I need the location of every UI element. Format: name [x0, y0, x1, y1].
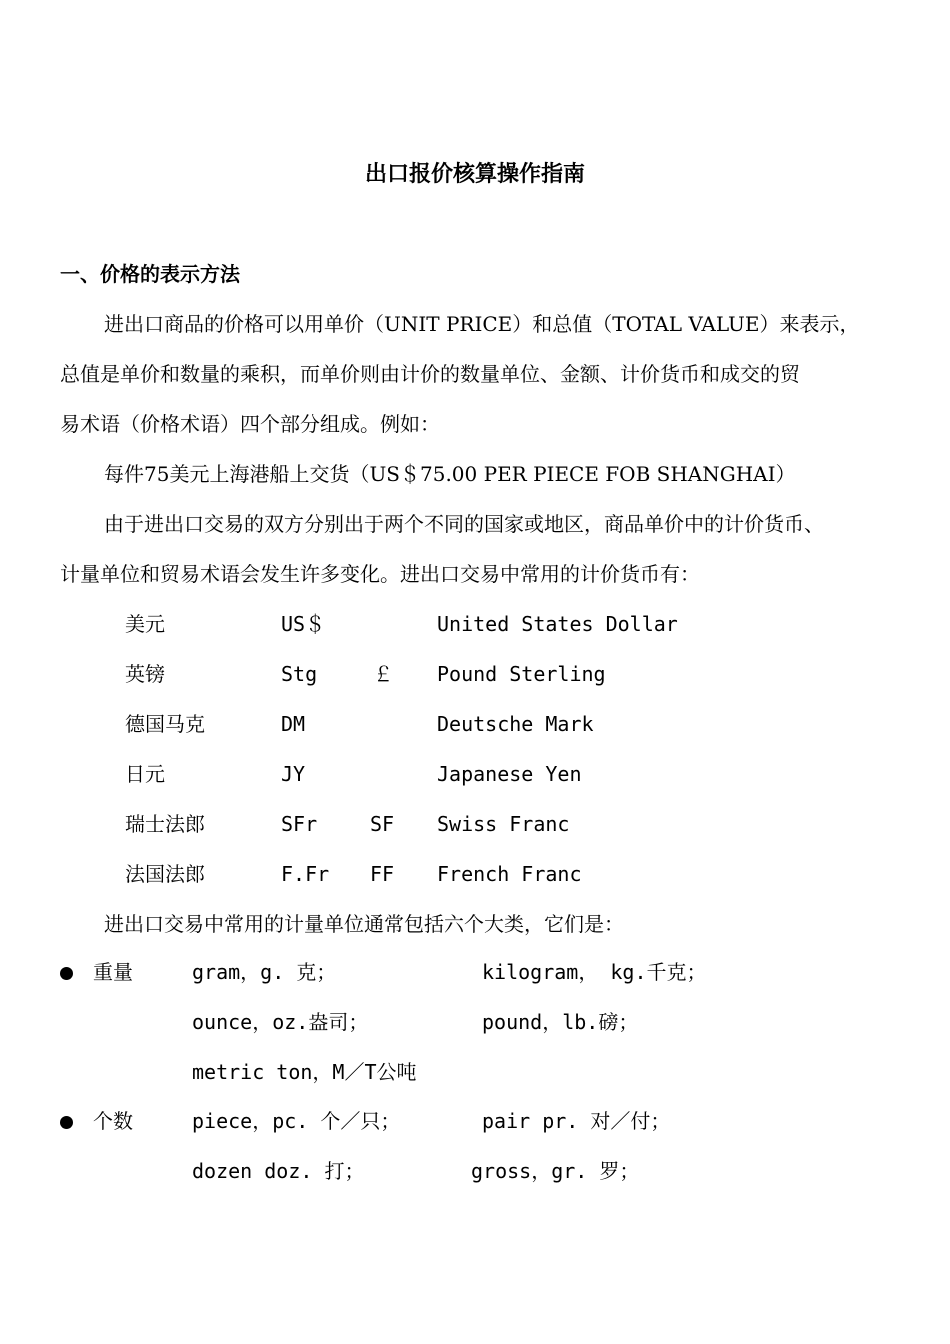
paragraph-line: 进出口商品的价格可以用单价（UNIT PRICE）和总值（TOTAL VALUE）来表示，	[104, 312, 860, 336]
currency-en: Pound Sterling	[437, 662, 606, 686]
currency-code: Stg	[281, 662, 318, 686]
currency-alt: FF	[370, 862, 395, 886]
unit-item: ounce，oz.盎司；	[192, 1010, 369, 1034]
currency-cn: 美元	[125, 612, 165, 636]
paragraph-line: 由于进出口交易的双方分别出于两个不同的国家或地区，商品单价中的计价货币、	[104, 512, 824, 536]
currency-en: United States Dollar	[437, 612, 678, 636]
currency-cn: 法国法郎	[125, 862, 205, 886]
currency-alt: ￡	[373, 662, 393, 686]
unit-item: gross，gr. 罗；	[471, 1159, 640, 1183]
paragraph-line: 计量单位和贸易术语会发生许多变化。进出口交易中常用的计价货币有：	[60, 562, 700, 586]
currency-code: JY	[281, 762, 306, 786]
section-heading: 一、价格的表示方法	[60, 262, 240, 286]
units-intro: 进出口交易中常用的计量单位通常包括六个大类，它们是：	[104, 912, 624, 936]
currency-alt: SF	[370, 812, 395, 836]
currency-cn: 英镑	[125, 662, 165, 686]
paragraph-line: 易术语（价格术语）四个部分组成。例如：	[60, 412, 440, 436]
currency-en: Japanese Yen	[437, 762, 582, 786]
unit-group-label: 个数	[93, 1109, 133, 1133]
unit-item: pair pr. 对／付；	[482, 1109, 671, 1133]
bullet-icon	[60, 967, 73, 980]
paragraph-line: 总值是单价和数量的乘积，而单价则由计价的数量单位、金额、计价货币和成交的贸	[60, 362, 800, 386]
unit-item: kilogram， kg.千克；	[482, 960, 707, 984]
currency-code: US＄	[281, 612, 326, 636]
unit-item: piece，pc. 个／只；	[192, 1109, 401, 1133]
bullet-icon	[60, 1116, 73, 1129]
currency-cn: 德国马克	[125, 712, 205, 736]
currency-cn: 日元	[125, 762, 165, 786]
unit-item: metric ton，M／T公吨	[192, 1060, 417, 1084]
unit-group-label: 重量	[93, 960, 133, 984]
price-example: 每件75美元上海港船上交货（US＄75.00 PER PIECE FOB SHANGHAI）	[104, 462, 796, 486]
currency-en: Deutsche Mark	[437, 712, 594, 736]
currency-cn: 瑞士法郎	[125, 812, 205, 836]
currency-en: French Franc	[437, 862, 582, 886]
document-title: 出口报价核算操作指南	[364, 162, 585, 187]
currency-code: F.Fr	[281, 862, 330, 886]
unit-item: dozen doz. 打；	[192, 1159, 365, 1183]
currency-en: Swiss Franc	[437, 812, 570, 836]
unit-item: gram，g. 克；	[192, 960, 337, 984]
unit-item: pound，lb.磅；	[482, 1010, 639, 1034]
currency-code: SFr	[281, 812, 318, 836]
currency-code: DM	[281, 712, 306, 736]
